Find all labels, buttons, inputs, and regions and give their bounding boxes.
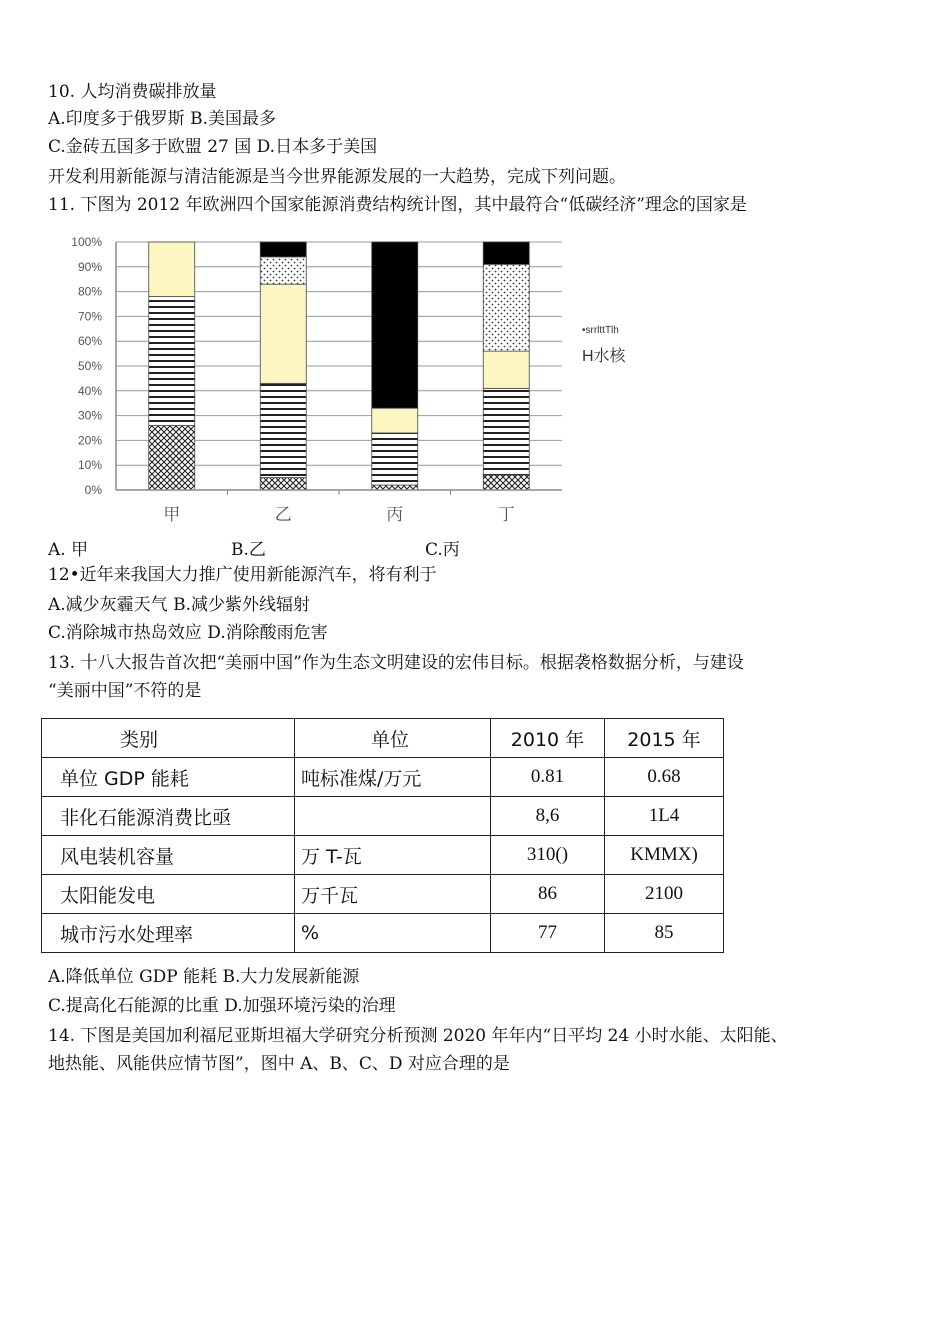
q12-options-cd: C.消除城市热岛效应 D.消除酸雨危害 — [48, 623, 328, 643]
intro-text: 开发利用新能源与清洁能源是当今世界能源发展的一大趋势，完成下列问题。 — [48, 167, 626, 187]
bar-segment — [372, 433, 418, 485]
table-row — [42, 836, 724, 875]
legend-label-2: H水核 — [582, 348, 626, 365]
table-cell: % — [295, 914, 491, 953]
table-cell: 单位 GDP 能耗 — [42, 758, 295, 797]
legend-label-1: •srrlttTlh — [582, 325, 619, 336]
q14-stem-line2: 地热能、风能供应情节图”，图中 A、B、C、D 对应合理的是 — [48, 1054, 510, 1074]
bar-segment — [260, 478, 306, 490]
bar-segment — [372, 408, 418, 433]
header-unit: 单位 — [295, 719, 491, 758]
y-tick-label: 10% — [77, 458, 102, 473]
table-cell: 吨标准煤/万元 — [295, 758, 491, 797]
table-cell: 85 — [605, 914, 724, 953]
x-category-label: 甲 — [163, 505, 181, 524]
y-tick-label: 80% — [77, 284, 102, 299]
table-cell: 1L4 — [605, 797, 724, 836]
y-tick-label: 0% — [84, 483, 102, 497]
q11-option-b: B.乙 — [231, 540, 266, 560]
table-row — [42, 875, 724, 914]
table-cell: 万千瓦 — [295, 875, 491, 914]
q13-options-cd: C.提高化石能源的比重 D.加强环境污染的治理 — [48, 996, 396, 1016]
table-cell: 8,6 — [491, 797, 605, 836]
table-cell — [295, 797, 491, 836]
table-cell: 2100 — [605, 875, 724, 914]
table-row — [42, 758, 724, 797]
bar-segment — [149, 297, 195, 426]
header-category: 类别 — [42, 719, 295, 758]
table-cell: 310() — [491, 836, 605, 875]
y-tick-label: 100% — [71, 235, 102, 249]
q13-stem-line1: 13. 十八大报告首次把“美丽中国”作为生态文明建设的宏伟目标。根据袭格数据分析，与建设 — [48, 653, 744, 673]
bar-segment — [483, 242, 529, 264]
bar-segment — [260, 257, 306, 284]
bar-segment — [260, 242, 306, 257]
header-2015: 2015 年 — [605, 719, 724, 758]
y-tick-label: 90% — [77, 259, 102, 274]
table-cell: 0.81 — [491, 758, 605, 797]
q11-option-c: C.丙 — [425, 540, 460, 560]
table-cell: 0.68 — [605, 758, 724, 797]
table-cell: 77 — [491, 914, 605, 953]
q14-stem-line1: 14. 下图是美国加利福尼亚斯坦福大学研究分析预测 2020 年年内“日平均 24 小时水能、太阳能、 — [48, 1026, 788, 1046]
q11-stem: 11. 下图为 2012 年欧洲四个国家能源消费结构统计图，其中最符合“低碳经济”理念的国家是 — [48, 195, 747, 215]
bar-segment — [260, 284, 306, 383]
q10-stem: 10. 人均消费碳排放量 — [48, 82, 217, 102]
y-tick-label: 50% — [77, 359, 102, 373]
bar-segment — [483, 264, 529, 351]
table-row — [42, 914, 724, 953]
bar-segment — [483, 351, 529, 388]
energy-consumption-chart — [50, 228, 670, 533]
y-tick-label: 20% — [77, 433, 102, 448]
table-row — [42, 797, 724, 836]
table-cell: 万 T-瓦 — [295, 836, 491, 875]
table-cell: 风电装机容量 — [42, 836, 295, 875]
bar-segment — [149, 242, 195, 297]
q12-stem: 12•近年来我国大力推广使用新能源汽车，将有利于 — [48, 565, 437, 585]
q13-options-ab: A.降低单位 GDP 能耗 B.大力发展新能源 — [48, 967, 360, 987]
bar-segment — [260, 383, 306, 477]
table-cell: 86 — [491, 875, 605, 914]
x-category-label: 乙 — [274, 505, 292, 524]
q11-option-a: A. 甲 — [48, 540, 89, 560]
table-cell: 太阳能发电 — [42, 875, 295, 914]
table-cell: 城市污水处理率 — [42, 914, 295, 953]
y-tick-label: 70% — [77, 309, 102, 324]
y-tick-label: 60% — [77, 334, 102, 349]
q10-options-ab: A.印度多于俄罗斯 B.美国最多 — [48, 109, 276, 129]
bar-segment — [483, 475, 529, 490]
q12-options-ab: A.减少灰霾天气 B.减少紫外线辐射 — [48, 595, 310, 615]
y-tick-label: 30% — [77, 408, 102, 423]
y-tick-label: 40% — [77, 383, 102, 398]
q13-stem-line2: “美丽中国”不符的是 — [48, 681, 202, 701]
data-table — [41, 718, 724, 953]
x-category-label: 丙 — [386, 505, 404, 524]
table-header-row — [42, 719, 724, 758]
q10-options-cd: C.金砖五国多于欧盟 27 国 D.日本多于美国 — [48, 137, 378, 157]
bar-segment — [372, 242, 418, 408]
header-2010: 2010 年 — [491, 719, 605, 758]
table-cell: KMMX) — [605, 836, 724, 875]
x-category-label: 丁 — [497, 505, 515, 524]
table-cell: 非化石能源消费比亟 — [42, 797, 295, 836]
bar-segment — [483, 388, 529, 475]
bar-segment — [149, 426, 195, 490]
